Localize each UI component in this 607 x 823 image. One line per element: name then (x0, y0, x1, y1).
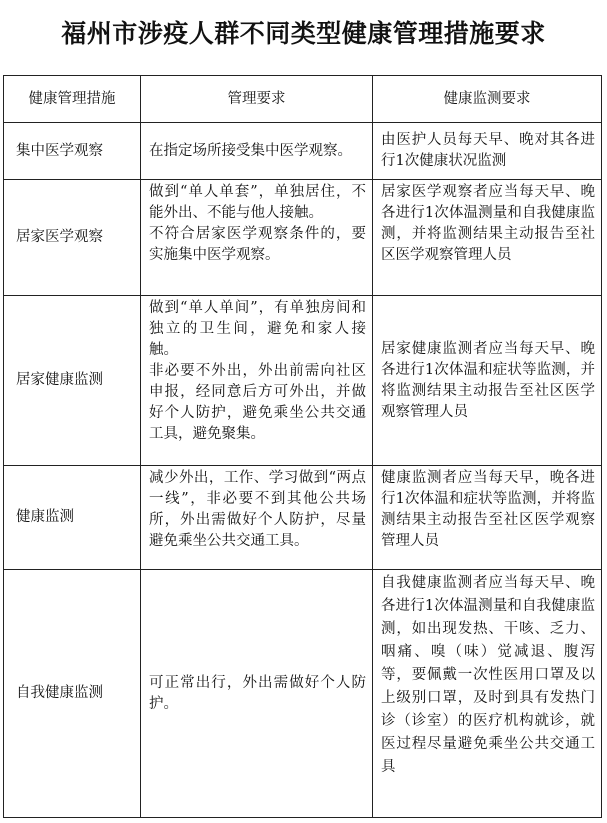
monitoring-cell (373, 296, 602, 466)
measure-cell: 集中医学观察 (4, 123, 141, 180)
measure-cell: 居家健康监测 (4, 296, 141, 466)
requirement-text: 做到“单人单套”，单独居住，不能外出、不能与他人接触。 (149, 184, 366, 221)
table-row (4, 123, 602, 180)
requirement-cell (141, 466, 373, 570)
table-row (4, 296, 602, 466)
header-monitoring: 健康监测要求 (373, 76, 602, 123)
table-header-row (4, 76, 602, 123)
monitoring-cell (373, 123, 602, 180)
monitoring-cell (373, 180, 602, 296)
monitoring-text: 自我健康监测者应当每天早、晚各进行1次体温测量和自我健康监测，如出现发热、干咳、乏力、咽痛、嗅（味）觉减退、腹泻等，要佩戴一次性医用口罩及以上级别口罩，及时到具有发热门诊（诊室）的医疗机构就诊，就医过程尽量避免乘坐公共交通工具 (381, 575, 595, 775)
requirement-text: 做到“单人单间”，有单独房间和独立的卫生间，避免和家人接触。 (149, 300, 366, 358)
monitoring-cell (373, 570, 602, 818)
requirement-cell (141, 570, 373, 818)
requirement-text: 在指定场所接受集中医学观察。 (149, 142, 352, 159)
requirement-text: 减少外出，工作、学习做到“两点一线”，非必要不到其他公共场所，外出需做好个人防护，尽量避免乘坐公共交通工具。 (149, 470, 366, 549)
monitoring-text: 居家医学观察者应当每天早、晚各进行1次体温测量和自我健康监测，并将监测结果主动报告至社区医学观察管理人员 (381, 184, 595, 263)
measure-cell: 健康监测 (4, 466, 141, 570)
requirement-text: 可正常出行，外出需做好个人防护。 (149, 674, 366, 712)
header-requirement: 管理要求 (141, 76, 373, 123)
table-row (4, 180, 602, 296)
header-measure: 健康管理措施 (4, 76, 141, 123)
requirement-cell (141, 296, 373, 466)
table-row (4, 570, 602, 818)
monitoring-text: 健康监测者应当每天早，晚各进行1次体温和症状等监测，并将监测结果主动报告至社区医学观察管理人员 (381, 470, 595, 549)
measure-cell: 居家医学观察 (4, 180, 141, 296)
table-row (4, 466, 602, 570)
requirement-cell (141, 180, 373, 296)
measure-cell: 自我健康监测 (4, 570, 141, 818)
health-measures-table (3, 75, 602, 818)
monitoring-text: 居家健康监测者应当每天早、晚各进行1次体温和症状等监测，并将监测结果主动报告至社区医学观察管理人员 (381, 340, 595, 420)
document-title: 福州市涉疫人群不同类型健康管理措施要求 (61, 19, 546, 48)
requirement-text: 非必要不外出，外出前需向社区申报，经同意后方可外出，并做好个人防护，避免乘坐公共交通工具，避免聚集。 (149, 363, 366, 442)
monitoring-text: 由医护人员每天早、晚对其各进行1次健康状况监测 (381, 132, 595, 169)
monitoring-cell (373, 466, 602, 570)
requirement-cell (141, 123, 373, 180)
requirement-text: 不符合居家医学观察条件的，要实施集中医学观察。 (149, 226, 366, 263)
